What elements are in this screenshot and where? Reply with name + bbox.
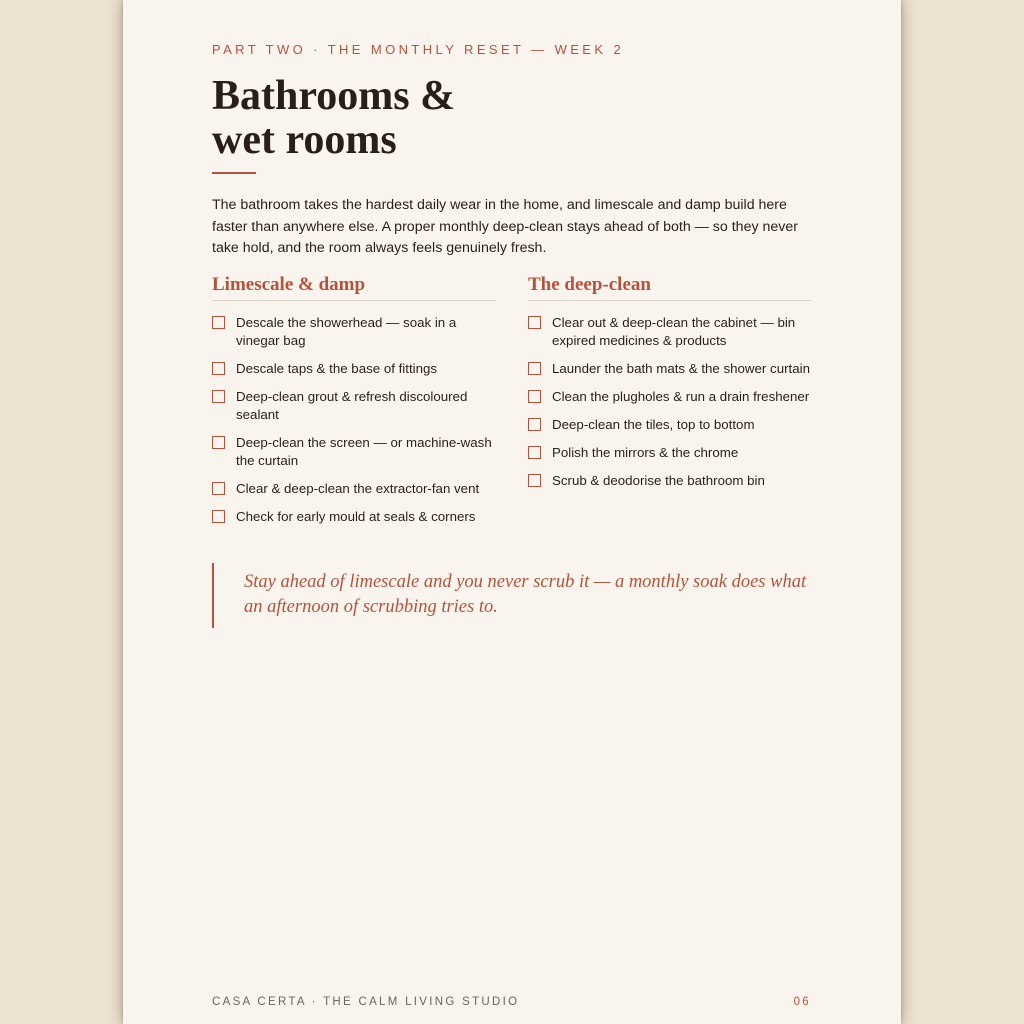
checklist-item-label: Deep-clean the screen — or machine-wash the curtain — [236, 435, 492, 468]
checklist — [212, 314, 496, 526]
page-number: 06 — [793, 996, 811, 1008]
checklist-item — [212, 388, 496, 424]
checklist-item-label: Clear out & deep-clean the cabinet — bin expired medicines & products — [552, 315, 796, 348]
checklist-item — [528, 472, 812, 490]
checkbox[interactable] — [212, 510, 225, 523]
checklist-deep-clean — [528, 272, 812, 500]
checklist-item — [528, 416, 812, 434]
checklist-heading: The deep-clean — [528, 272, 812, 301]
checklist-item-label: Scrub & deodorise the bathroom bin — [552, 473, 765, 488]
page-title-line-1: Bathrooms & — [212, 73, 456, 119]
checklist-limescale-damp — [212, 272, 496, 536]
checklist-item-label: Deep-clean the tiles, top to bottom — [552, 417, 755, 432]
checklist-item — [528, 444, 812, 462]
checkbox[interactable] — [212, 362, 225, 375]
checklist-heading: Limescale & damp — [212, 272, 496, 301]
checklist-item-label: Clean the plugholes & run a drain freshener — [552, 389, 810, 404]
pull-quote-text: Stay ahead of limescale and you never scrub it — a monthly soak does what an afternoon of scrubbing tries to. — [244, 572, 807, 617]
checklist-item — [528, 360, 812, 378]
checkbox[interactable] — [528, 446, 541, 459]
document-page — [123, 0, 901, 1024]
checkbox[interactable] — [528, 474, 541, 487]
page-title — [212, 74, 455, 162]
checklist-item — [212, 508, 496, 526]
checkbox[interactable] — [528, 390, 541, 403]
checklist-item — [528, 314, 812, 350]
checklist-item-label: Descale taps & the base of fittings — [236, 361, 438, 376]
checklist-item — [212, 480, 496, 498]
checklist-item-label: Deep-clean grout & refresh discoloured sealant — [236, 389, 468, 422]
checkbox[interactable] — [528, 316, 541, 329]
section-eyebrow: PART TWO · THE MONTHLY RESET — WEEK 2 — [212, 42, 625, 57]
footer-brand: CASA CERTA · THE CALM LIVING STUDIO — [212, 996, 520, 1008]
checklist-item — [212, 434, 496, 470]
checkbox[interactable] — [528, 418, 541, 431]
checklist-item-label: Launder the bath mats & the shower curtain — [552, 361, 810, 376]
page-title-line-2: wet rooms — [212, 117, 397, 163]
checklist-item-label: Clear & deep-clean the extractor-fan vent — [236, 481, 480, 496]
checklist-item — [528, 388, 812, 406]
checklist — [528, 314, 812, 490]
checklist-item — [212, 314, 496, 350]
checkbox[interactable] — [528, 362, 541, 375]
checkbox[interactable] — [212, 436, 225, 449]
checklist-item-label: Descale the showerhead — soak in a vinegar bag — [236, 315, 457, 348]
intro-paragraph: The bathroom takes the hardest daily wear in the home, and limescale and damp build here faster than anywhere else. A proper monthly deep-clean stays ahead of both — so they never take hold, and the room always feels genuinely fresh. — [212, 197, 798, 256]
checkbox[interactable] — [212, 316, 225, 329]
checkbox[interactable] — [212, 482, 225, 495]
title-divider — [212, 172, 256, 174]
pull-quote — [212, 563, 814, 628]
checklist-item-label: Check for early mould at seals & corners — [236, 509, 476, 524]
checklist-item — [212, 360, 496, 378]
checklist-item-label: Polish the mirrors & the chrome — [552, 445, 739, 460]
checkbox[interactable] — [212, 390, 225, 403]
